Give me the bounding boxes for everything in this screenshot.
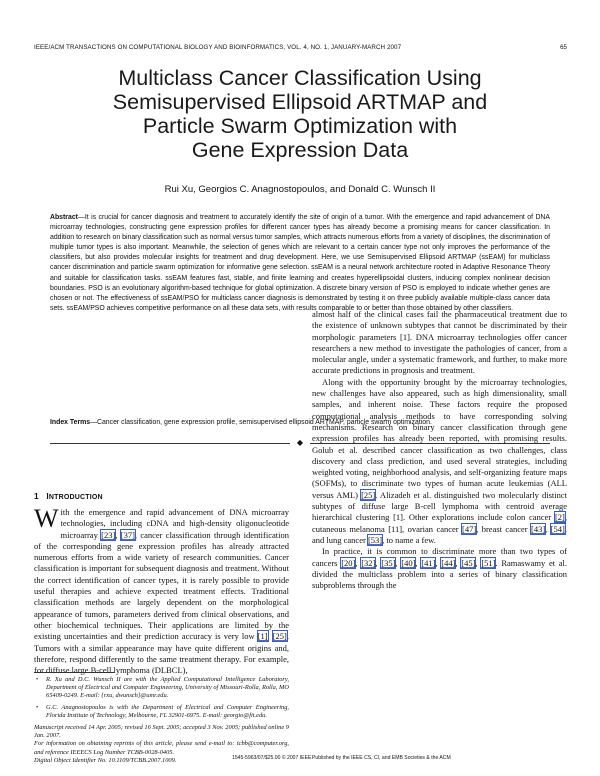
footer-copyright: 1545-5963/07/$25.00 © 2007 IEEE xyxy=(232,755,312,761)
title-line-4: Gene Expression Data xyxy=(191,138,409,162)
citation-link[interactable]: [32] xyxy=(361,557,376,568)
citation-link[interactable]: [45] xyxy=(461,557,476,568)
body-text: . Tumors with a similar appearance may have quite different origins and, therefore, respond differently to the same treatment therapy. For example, for diffuse large B-cell lymphoma (DLBCL), xyxy=(34,631,289,676)
citation-link[interactable]: [41] xyxy=(421,557,436,568)
index-terms-label: Index Terms xyxy=(50,419,91,426)
footnotes xyxy=(34,676,289,765)
body-text: , xyxy=(115,529,121,540)
citation-link[interactable]: [20] xyxy=(341,557,356,568)
drop-cap: W xyxy=(34,504,59,533)
citation-link[interactable]: [53] xyxy=(367,534,383,545)
body-text: , to name a few. xyxy=(382,534,436,545)
body-text: Along with the opportunity brought by the microarray technologies, new challenges have also appeared, such as high dimensionality, small samples, and inherent noise. These factors require the proposed computational analysis methods to have corresponding solving mechanisms. Research on binary cancer classification through gene expression profiles has already been reported, with promising results. Golub et al. described cancer classification as two challenges, class discovery and class prediction, and used several strategies, including weighted voting, neighborhood analysis, and self-organizing feature maps (SOFMs), to discriminate two types of human acute leukemias (ALL versus AML) xyxy=(312,376,567,500)
diamond-icon: ◆ xyxy=(296,438,304,447)
footnote-affiliation-2-text: G.C. Anagnostopoulos is with the Department of Electrical and Computer Engineering, Florida Institute of Technology, Melbourne, FL 32901-6975. E-mail: georgio@fit.edu. xyxy=(46,703,289,719)
footnote-doi: Digital Object Identifier No. 10.1109/TCBB.2007.1009. xyxy=(34,756,177,764)
footer-publisher: Published by the IEEE CS, CI, and EMB Societies & the ACM xyxy=(312,755,451,761)
separator-rule-left xyxy=(50,443,290,444)
citation-link[interactable]: [40] xyxy=(401,557,416,568)
footnote-rule xyxy=(34,672,114,673)
intro-paragraph-2 xyxy=(312,309,567,377)
abstract xyxy=(50,213,550,314)
footnote-affiliation-1 xyxy=(34,676,289,701)
running-header: IEEE/ACM TRANSACTIONS ON COMPUTATIONAL BIOLOGY AND BIOINFORMATICS, VOL. 4, NO. 1, JANUARY-MARCH 2007 xyxy=(34,44,402,51)
body-text: ith the emergence and rapid advancement of DNA microarray technologies, including cDNA and high-density oligonucleotide microarray xyxy=(60,507,289,540)
body-text: , cutaneous melanoma [11], ovarian cancer xyxy=(312,512,567,534)
citation-link[interactable]: [54] xyxy=(550,523,565,534)
body-text: , and lung cancer xyxy=(312,523,567,545)
citation-link[interactable]: [44] xyxy=(441,557,456,568)
body-text: , xyxy=(435,557,442,568)
bullet-icon: • xyxy=(36,676,39,683)
citation-link[interactable]: [25] xyxy=(272,631,287,642)
citation-link[interactable]: [25] xyxy=(361,489,376,500)
body-text: almost half of the clinical cases fail the pharmaceutical treatment due to the existence of unknown subtypes that cannot be discriminated by their morphologic parameters [1]. DNA microarray technologies offer cancer researchers a new method to investigate the pathologies of cancer, from a molecular angle, under a systematic framework, and further, to make more accurate predictions in prognosis and treatment. xyxy=(312,309,567,376)
author-list: Rui Xu, Georgios C. Anagnostopoulos, and Donald C. Wunsch II xyxy=(164,184,436,195)
body-text: , xyxy=(545,523,551,534)
footnote-reprints: For information on obtaining reprints of this article, please send e-mail to: tcbb@computer.org, and reference IEEECS Log Number TCBB-0028-0405. xyxy=(34,740,289,756)
column-right xyxy=(312,309,567,591)
footnote-received: Manuscript received 14 Apr. 2005; revised 16 Sept. 2005; accepted 3 Nov. 2005; published online 9 Jan. 2007. xyxy=(34,724,289,740)
body-text: , breast cancer xyxy=(476,523,531,534)
intro-paragraph-4 xyxy=(312,546,567,591)
abstract-label: Abstract xyxy=(50,214,78,221)
body-text: , xyxy=(395,557,402,568)
section-heading xyxy=(34,491,103,501)
citation-link[interactable]: [47] xyxy=(462,523,477,534)
citation-link[interactable]: [51] xyxy=(481,557,496,568)
citation-link[interactable]: [37] xyxy=(120,529,135,540)
intro-paragraph-3 xyxy=(312,377,567,546)
column-left xyxy=(34,504,289,676)
title-line-3: Particle Swarm Optimization with xyxy=(142,114,458,138)
citation-link[interactable]: [43] xyxy=(531,523,546,534)
body-text: , xyxy=(355,557,362,568)
index-terms-text: —Cancer classification, gene expression profile, semisupervised ellipsoid ARTMAP, particle swarm optimization. xyxy=(90,419,432,426)
bullet-icon: • xyxy=(36,703,39,711)
citation-link[interactable]: [23] xyxy=(101,529,116,540)
body-text: . Alizadeh et al. distinguished two molecularly distinct subtypes of diffuse large B-cell lymphoma with centroid average hierarchical clustering [1]. Other explorations include colon cancer xyxy=(312,489,567,523)
citation-link[interactable]: [35] xyxy=(381,557,396,568)
body-text: , xyxy=(475,557,482,568)
body-text: , xyxy=(455,557,462,568)
body-text: , xyxy=(415,557,422,568)
body-text: , cancer classification through identification of the corresponding gene expression profiles has already attracted numerous efforts from a wide variety of research communities. Cancer classification is important for subsequent diagnosis and treatment. Without the correct identification of cancer types, it is rarely possible to provide useful therapies and achieve expected treatment effects. Traditional classification methods are largely dependent on the morphological appearance of tumors, parameters derived from clinical observations, and other biochemical techniques. Their applications are limited by the existing uncertainties and their prediction accuracy is very low xyxy=(34,529,289,642)
paper-title xyxy=(40,66,560,162)
footnote-affiliation-2 xyxy=(34,704,289,720)
citation-link[interactable]: [1] xyxy=(257,631,268,642)
body-text: , xyxy=(375,557,382,568)
section-title-initial: I xyxy=(46,491,49,501)
body-text: . Ramaswamy et al. divided the multiclass problem into a series of binary classification subproblems through the xyxy=(312,557,568,591)
citation-link[interactable]: [2] xyxy=(554,512,565,523)
footnote-affiliation-1-text: R. Xu and D.C. Wunsch II are with the Applied Computational Intelligence Laboratory, Department of Electrical and Computer Engineering, University of Missouri-Rolla, Rolla, MO 65409-0249. E-mail: {rxu, dwunsch}@umr.edu. xyxy=(46,676,289,700)
body-text: In practice, it is common to discriminate more than two types of cancers xyxy=(312,546,567,568)
body-text: , xyxy=(267,631,273,642)
page-number: 65 xyxy=(560,44,567,51)
abstract-text: —It is crucial for cancer diagnosis and treatment to accurately identify the site of origin of a tumor. With the emergence and rapid advancement of DNA microarray technologies, constructing gene expression profiles for different cancer types has already become a promising means for cancer classification. In addition to research on binary classification such as normal versus tumor samples, which attracts numerous efforts from a variety of disciplines, the discrimination of multiple tumor types is also important. Meanwhile, the selection of genes which are relevant to a certain cancer type not only improves the performance of the classifiers, but also provides molecular insights for treatment and drug development. Here, we use Semisupervised Ellipsoid ARTMAP (ssEAM) for multiclass cancer discrimination and particle swarm optimization for informative gene selection. ssEAM is a neural network architecture rooted in Adaptive Resonance Theory and suitable for classification tasks. ssEAM features fast, stable, and finite learning and creates hyperellipsoidal clusters, inducing complex nonlinear decision boundaries. PSO is an evolutionary algorithm-based technique for global optimization. A discrete binary version of PSO is employed to indicate whether genes are chosen or not. The effectiveness of ssEAM/PSO for multiclass cancer diagnosis is demonstrated by testing it on three publicly available multiple-class cancer data sets. ssEAM/PSO achieves competitive performance on all these data sets, with results comparable to or better than those obtained by other classifiers. xyxy=(50,214,550,312)
section-title-rest: NTRODUCTION xyxy=(48,494,103,501)
title-line-2: Semisupervised Ellipsoid ARTMAP and xyxy=(112,90,488,114)
title-line-1: Multiclass Cancer Classification Using xyxy=(118,66,482,90)
intro-paragraph-1 xyxy=(34,504,289,676)
section-number: 1 xyxy=(34,491,39,501)
